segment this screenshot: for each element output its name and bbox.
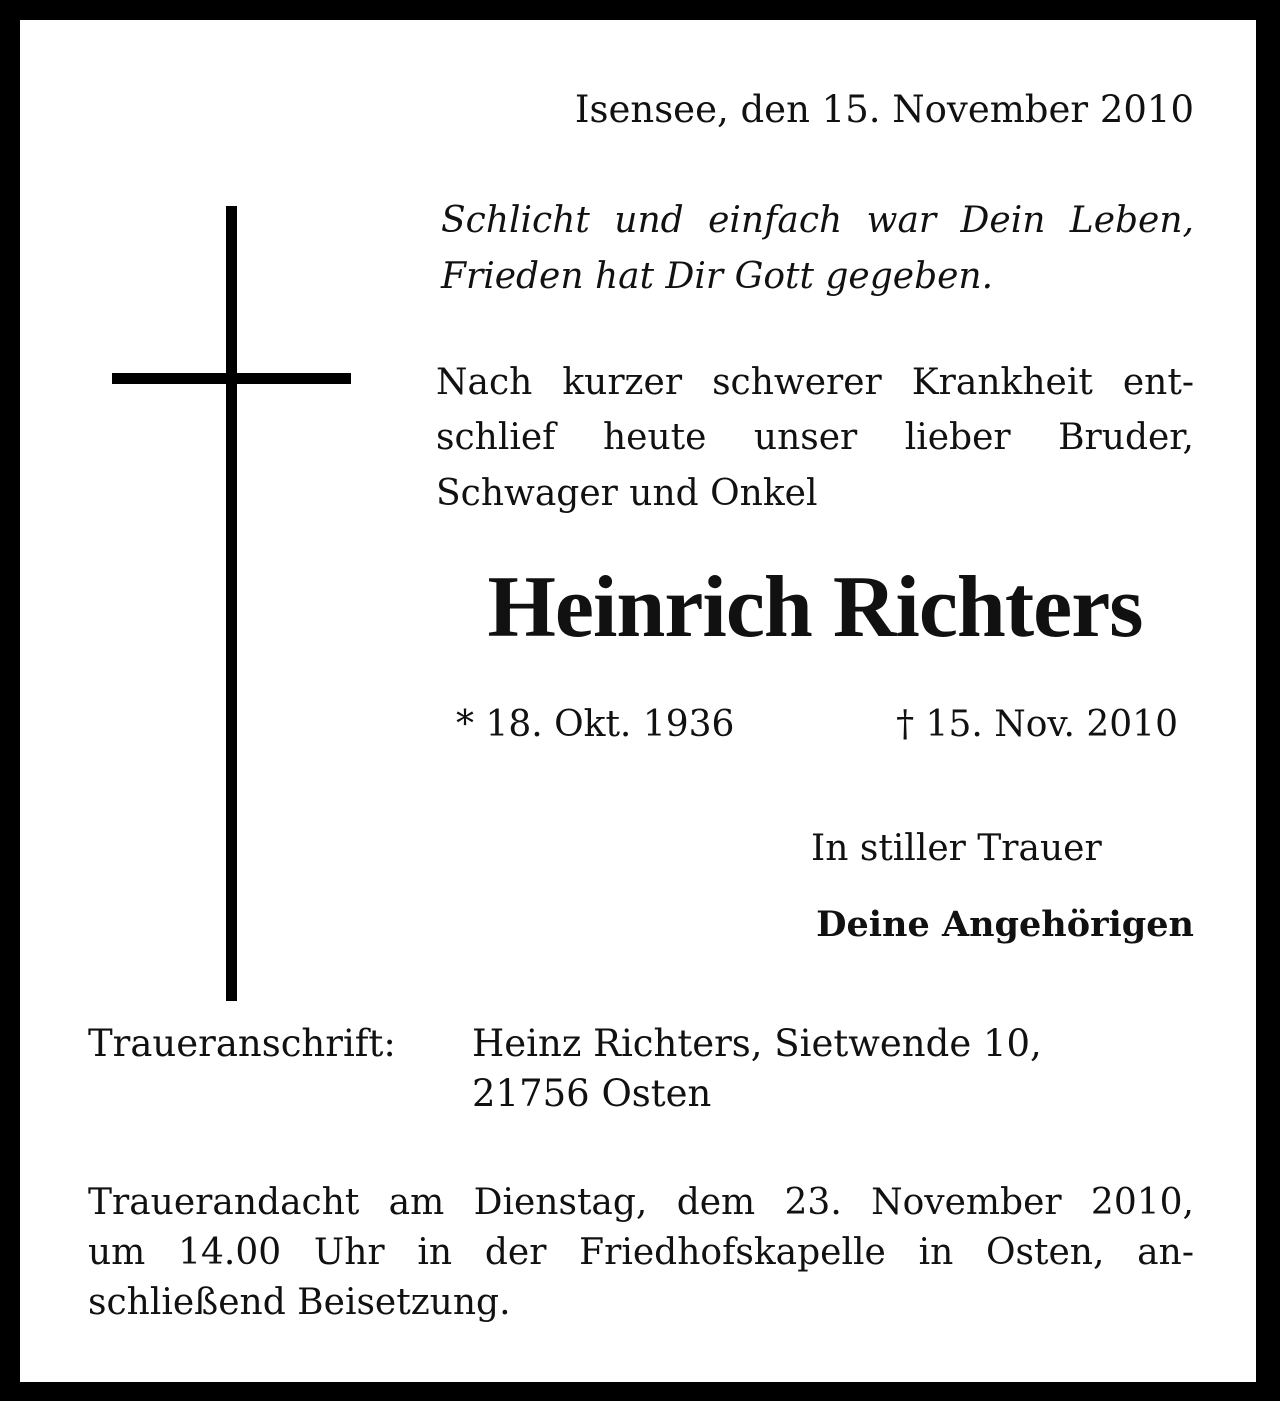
cross-horizontal-bar <box>112 373 351 384</box>
address-line-1: Heinz Richters, Sietwende 10, <box>472 1022 1042 1065</box>
deceased-name: Heinrich Richters <box>487 559 1143 656</box>
verse-line-2: Frieden hat Dir Gott gegeben. <box>441 256 994 297</box>
death-date: † 15. Nov. 2010 <box>896 704 1178 745</box>
birth-date: * 18. Okt. 1936 <box>456 704 735 745</box>
service-line-1: Trauerandacht am Dienstag, dem 23. November 2010, <box>88 1182 1194 1223</box>
address-label: Traueranschrift: <box>88 1022 396 1065</box>
place-date: Isensee, den 15. November 2010 <box>574 88 1194 131</box>
relatives-signature: Deine Angehörigen <box>816 904 1194 945</box>
address-line-2: 21756 Osten <box>472 1072 712 1115</box>
cross-vertical-bar <box>226 206 237 1001</box>
announcement-line-2: schlief heute unser lieber Bruder, <box>436 417 1194 458</box>
announcement-line-1: Nach kurzer schwerer Krankheit ent- <box>436 362 1194 403</box>
service-line-2: um 14.00 Uhr in der Friedhofskapelle in Osten, an- <box>88 1232 1194 1273</box>
mourning-phrase: In stiller Trauer <box>811 828 1102 869</box>
obituary-notice <box>20 20 1256 1382</box>
verse-line-1: Schlicht und einfach war Dein Leben, <box>441 200 1194 241</box>
service-line-3: schließend Beisetzung. <box>88 1282 511 1323</box>
announcement-line-3: Schwager und Onkel <box>436 473 818 514</box>
